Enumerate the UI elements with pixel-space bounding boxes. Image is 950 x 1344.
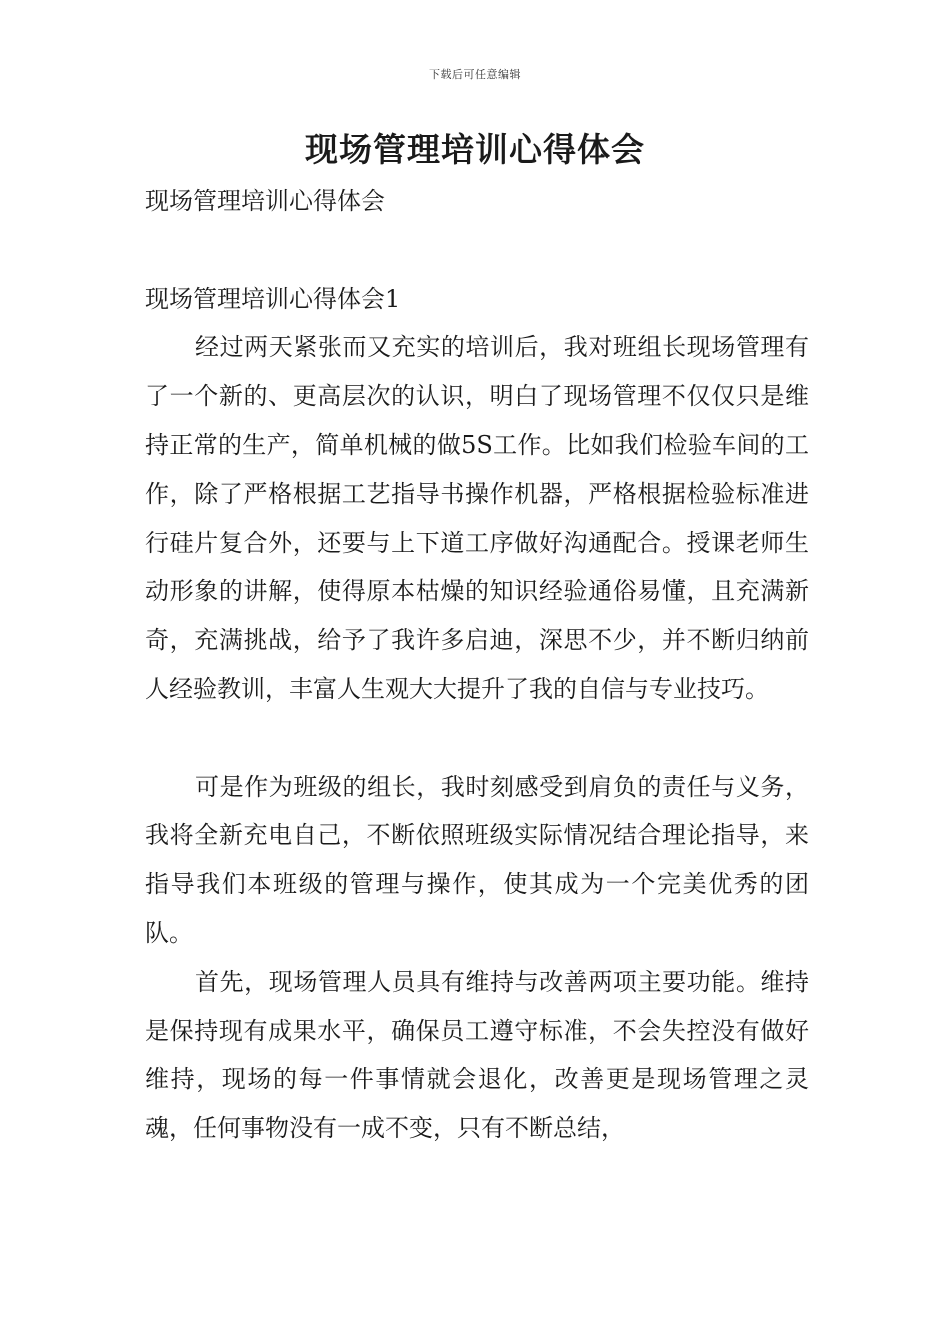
page-header-note: 下载后可任意编辑 — [429, 68, 521, 81]
body-paragraph-2: 可是作为班级的组长，我时刻感受到肩负的责任与义务，我将全新充电自己，不断依照班级实际情况结合理论指导，来指导我们本班级的管理与操作，使其成为一个完美优秀的团队。 — [145, 772, 809, 947]
body-paragraph-1: 经过两天紧张而又充实的培训后，我对班组长现场管理有了一个新的、更高层次的认识，明白了现场管理不仅仅只是维持正常的生产，简单机械的做5S工作。比如我们检验车间的工作，除了严格根据工艺指导书操作机器，严格根据检验标准进行硅片复合外，还要与上下道工序做好沟通配合。授课老师生动形象的讲解，使得原本枯燥的知识经验通俗易懂，且充满新奇，充满挑战，给予了我许多启迪，深思不少，并不断归纳前人经验教训，丰富人生观大大提升了我的自信与专业技巧。 — [145, 333, 809, 703]
document-title: 现场管理培训心得体会 — [305, 130, 645, 169]
document-subtitle: 现场管理培训心得体会 — [145, 187, 385, 215]
section-heading: 现场管理培训心得体会1 — [145, 284, 401, 313]
blank-line — [145, 714, 809, 763]
blank-line — [145, 226, 809, 275]
document-body — [145, 177, 809, 1153]
body-paragraph-3: 首先，现场管理人员具有维持与改善两项主要功能。维持是保持现有成果水平，确保员工遵守标准，不会失控没有做好维持，现场的每一件事情就会退化，改善更是现场管理之灵魂，任何事物没有一成不变，只有不断总结， — [145, 967, 809, 1143]
